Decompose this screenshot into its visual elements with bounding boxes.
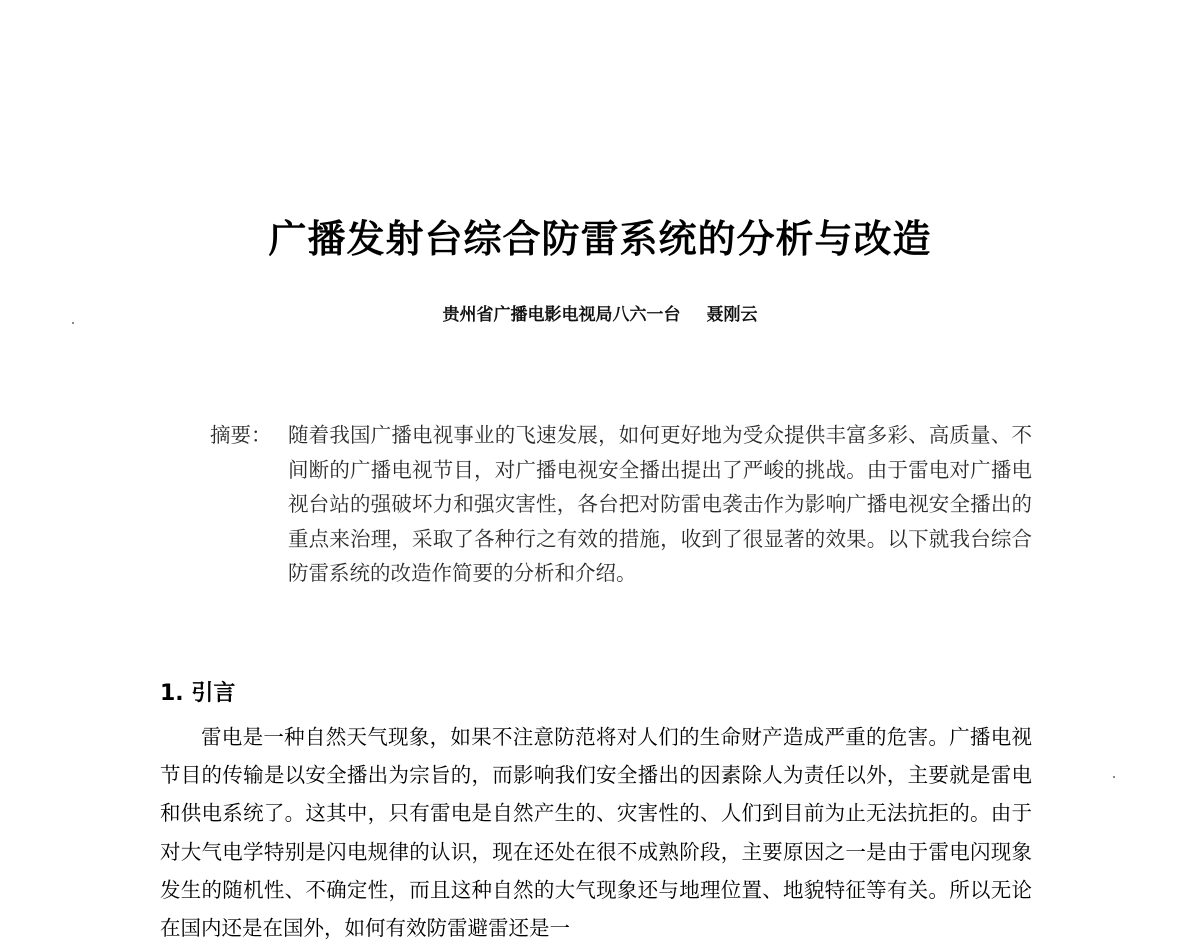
abstract-label: 摘要：	[210, 423, 272, 447]
byline	[0, 300, 1200, 325]
abstract-text: 随着我国广播电视事业的飞速发展，如何更好地为受众提供丰富多彩、高质量、不间断的广播电视节目，对广播电视安全播出提出了严峻的挑战。由于雷电对广播电视台站的强破坏力和强灾害性，各台把对防雷电袭击作为影响广播电视安全播出的重点来治理，采取了各种行之有效的措施，收到了很显著的效果。以下就我台综合防雷系统的改造作简要的分析和介绍。	[288, 423, 1032, 585]
scan-speck	[1113, 776, 1115, 778]
body-paragraph: 雷电是一种自然天气现象，如果不注意防范将对人们的生命财产造成严重的危害。广播电视节目的传输是以安全播出为宗旨的，而影响我们安全播出的因素除人为责任以外，主要就是雷电和供电系统了。这其中，只有雷电是自然产生的、灾害性的、人们到目前为止无法抗拒的。由于对大气电学特别是闪电规律的认识，现在还处在很不成熟阶段，主要原因之一是由于雷电闪现象发生的随机性、不确定性，而且这种自然的大气现象还与地理位置、地貌特征等有关。所以无论在国内还是在国外，如何有效防雷避雷还是一	[160, 725, 1032, 941]
abstract	[210, 418, 1032, 591]
author-name: 聂刚云	[706, 305, 758, 325]
paper-title: 广播发射台综合防雷系统的分析与改造	[268, 217, 932, 261]
affiliation: 贵州省广播电影电视局八六一台	[442, 305, 681, 325]
section-heading: 1. 引言	[160, 681, 236, 706]
scan-speck	[72, 322, 74, 324]
